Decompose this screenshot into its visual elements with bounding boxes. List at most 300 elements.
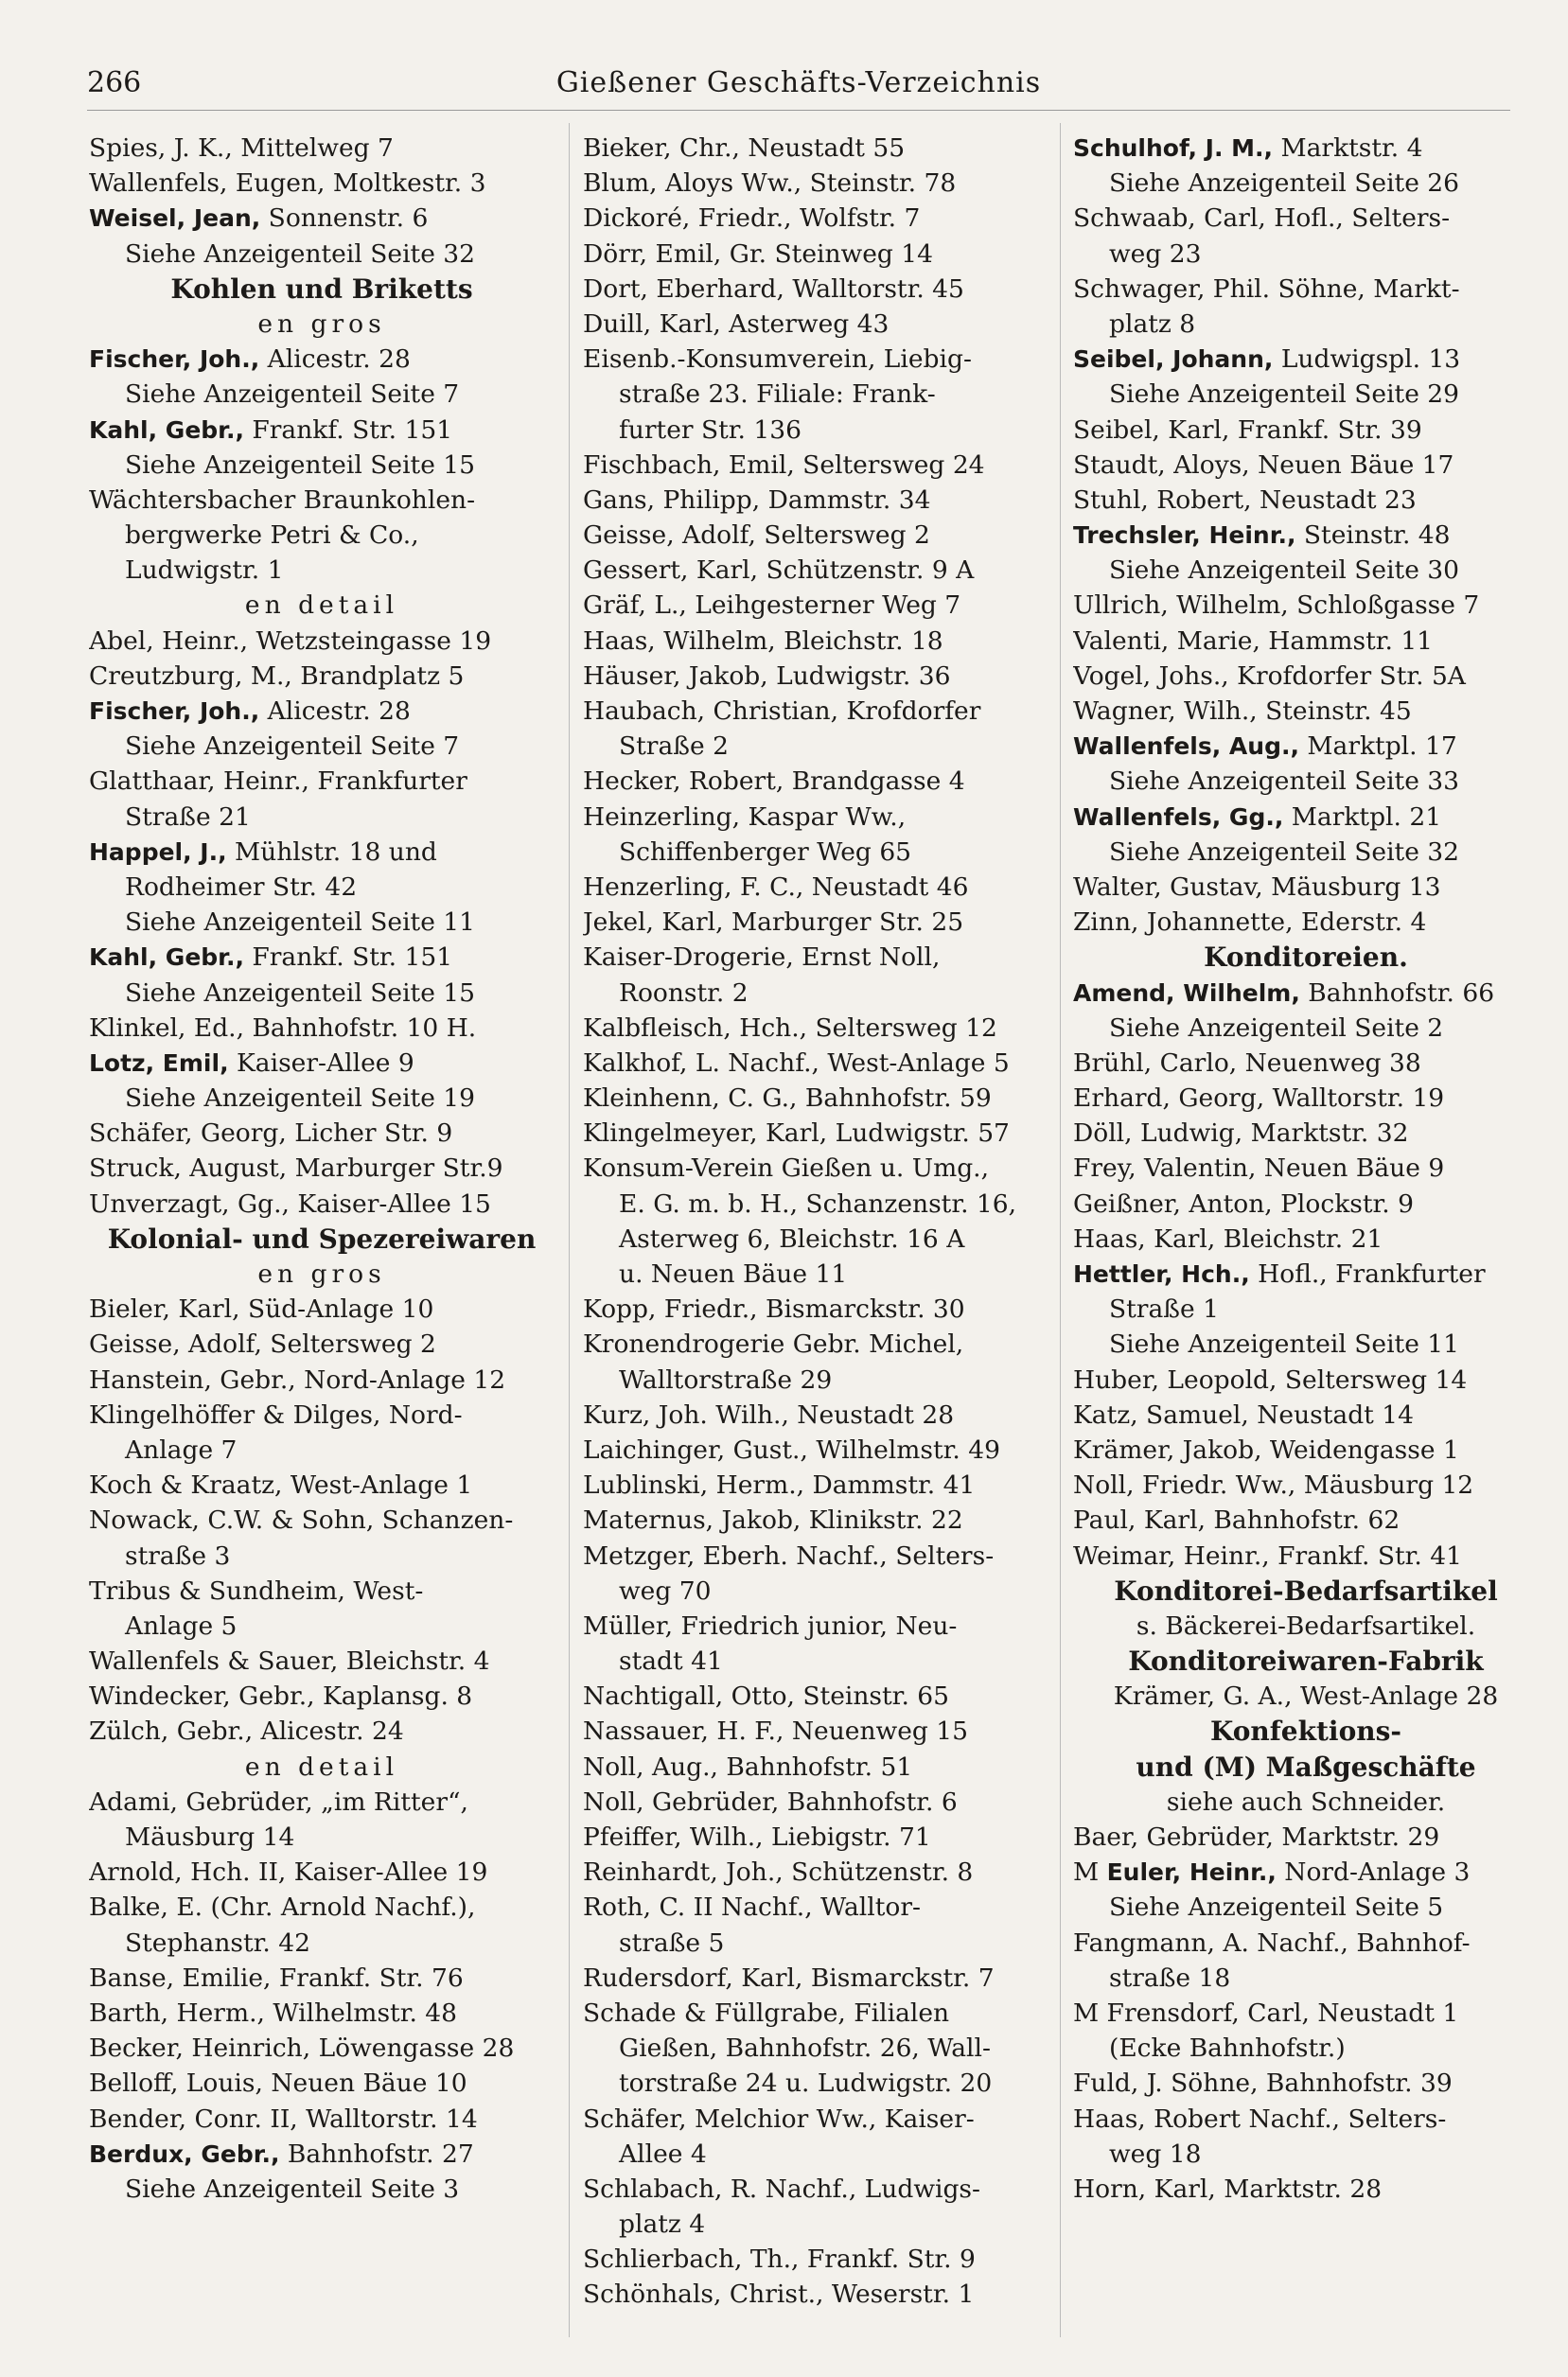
entry-line <box>1073 1292 1539 1327</box>
entry-line <box>1073 413 1539 448</box>
entry-marker: M <box>1073 1858 1107 1888</box>
entry-text: Staudt, Aloys, Neuen Bäue 17 <box>1073 449 1454 480</box>
directory-entry <box>583 1855 1048 1890</box>
entry-line <box>583 624 1048 659</box>
directory-entry <box>1073 1151 1539 1186</box>
entry-text: Dickoré, Friedr., Wolfstr. 7 <box>583 203 921 234</box>
directory-entry <box>1073 1996 1539 2066</box>
entry-text: Ullrich, Wilhelm, Schloßgasse 7 <box>1073 590 1480 621</box>
directory-entry <box>583 1609 1048 1679</box>
entry-text: Unverzagt, Gg., Kaiser-Allee 15 <box>89 1188 491 1219</box>
entry-text: Vogel, Johs., Krofdorfer Str. 5A <box>1073 660 1466 691</box>
entry-line <box>89 1679 555 1714</box>
cross-reference: s. Bäckerei-Bedarfsartikel. <box>1136 1611 1476 1641</box>
entry-line <box>89 1433 555 1468</box>
directory-entry <box>1073 1046 1539 1081</box>
entry-line <box>89 2066 555 2101</box>
directory-entry <box>89 2031 555 2066</box>
subsection-label: en gros <box>257 308 386 339</box>
entry-text: Schönhals, Christ., Weserstr. 1 <box>583 2280 975 2310</box>
directory-entry <box>89 1961 555 1996</box>
entry-text: Steinstr. 48 <box>1295 520 1451 551</box>
entry-line <box>583 1187 1048 1222</box>
entry-text: Wallenfels, Eugen, Moltkestr. 3 <box>89 168 486 199</box>
column-right <box>1073 131 1539 2207</box>
entry-text: Kleinhenn, C. G., Bahnhofstr. 59 <box>583 1083 992 1114</box>
entry-line <box>89 1503 555 1538</box>
entry-line <box>583 588 1048 623</box>
entry-text: straße 18 <box>1109 1963 1231 1993</box>
entry-text: Roonstr. 2 <box>619 977 749 1008</box>
directory-entry <box>583 1081 1048 1116</box>
entry-text: Bahnhofstr. 66 <box>1299 977 1495 1008</box>
entry-text: Windecker, Gebr., Kaplansg. 8 <box>89 1682 473 1712</box>
directory-entry <box>583 166 1048 201</box>
entry-line <box>1073 201 1539 236</box>
entry-text: Frankf. Str. 151 <box>243 414 453 445</box>
entry-line <box>1073 1539 1539 1574</box>
entry-name: Trechsler, Heinr., <box>1073 521 1296 550</box>
ad-reference: Siehe Anzeigenteil Seite 5 <box>1109 1893 1444 1923</box>
entry-line <box>583 1714 1048 1749</box>
directory-entry <box>1073 1081 1539 1116</box>
entry-line <box>89 1046 555 1081</box>
entry-line <box>583 272 1048 307</box>
entry-text: Schwaab, Carl, Hofl., Selters- <box>1073 203 1451 234</box>
entry-line <box>583 2172 1048 2207</box>
directory-entry <box>1073 976 1539 1011</box>
directory-entry <box>583 588 1048 623</box>
entry-name: Kahl, Gebr., <box>89 415 244 444</box>
directory-entry <box>583 483 1048 518</box>
directory-entry <box>583 1785 1048 1820</box>
entry-text: Konsum-Verein Gießen u. Umg., <box>583 1153 990 1184</box>
entry-text: Wallenfels & Sauer, Bleichstr. 4 <box>89 1646 490 1677</box>
directory-entry <box>583 694 1048 764</box>
directory-entry <box>583 940 1048 1010</box>
entry-line <box>1073 1081 1539 1116</box>
entry-line <box>89 870 555 905</box>
column-middle <box>583 131 1048 2313</box>
entry-text: Geisse, Adolf, Seltersweg 2 <box>583 520 930 551</box>
entry-text: Huber, Leopold, Seltersweg 14 <box>1073 1365 1468 1395</box>
ad-reference: Siehe Anzeigenteil Seite 32 <box>125 238 476 269</box>
entry-text: Barth, Herm., Wilhelmstr. 48 <box>89 1998 458 2028</box>
entry-text: Jekel, Karl, Marburger Str. 25 <box>583 907 964 938</box>
entry-text: Wagner, Wilh., Steinstr. 45 <box>1073 696 1412 726</box>
directory-entry <box>583 1433 1048 1468</box>
directory-entry <box>89 1011 555 1046</box>
directory-entry <box>583 870 1048 905</box>
directory-entry <box>89 624 555 659</box>
entry-line <box>1073 800 1539 835</box>
entry-line <box>1073 976 1539 1011</box>
ad-reference: Siehe Anzeigenteil Seite 2 <box>1109 1012 1444 1043</box>
entry-line <box>583 518 1048 553</box>
entry-text: Haas, Karl, Bleichstr. 21 <box>1073 1224 1383 1254</box>
directory-entry <box>89 1574 555 1644</box>
entry-text: M Frensdorf, Carl, Neustadt 1 <box>1073 1998 1459 2028</box>
entry-line <box>1073 1222 1539 1257</box>
entry-line <box>583 764 1048 799</box>
entry-line <box>1073 518 1539 553</box>
directory-entry <box>583 1327 1048 1397</box>
directory-entry <box>1073 1820 1539 1855</box>
entry-line <box>583 1574 1048 1609</box>
ad-reference: Siehe Anzeigenteil Seite 29 <box>1109 379 1460 410</box>
entry-text: Klingelmeyer, Karl, Ludwigstr. 57 <box>583 1118 1010 1149</box>
entry-text: Frankf. Str. 151 <box>243 942 453 973</box>
directory-entry <box>1073 1363 1539 1398</box>
entry-line <box>583 659 1048 694</box>
entry-line <box>89 1714 555 1749</box>
entry-text: platz 4 <box>619 2210 706 2240</box>
entry-text: Krämer, Jakob, Weidengasse 1 <box>1073 1435 1459 1465</box>
entry-line <box>89 940 555 975</box>
section-heading: Konfektions- <box>1209 1716 1401 1748</box>
entry-line <box>1073 1046 1539 1081</box>
directory-entry <box>89 2102 555 2137</box>
directory-entry <box>583 1996 1048 2102</box>
entry-text: Seibel, Karl, Frankf. Str. 39 <box>1073 414 1422 445</box>
entry-text: Tribus & Sundheim, West- <box>89 1576 424 1606</box>
directory-entry <box>89 1890 555 1960</box>
directory-entry <box>583 1503 1048 1538</box>
entry-line <box>1073 448 1539 483</box>
entry-line <box>583 2277 1048 2312</box>
entry-text: Pfeiffer, Wilh., Liebigstr. 71 <box>583 1822 931 1852</box>
directory-entry <box>1073 1855 1539 1890</box>
cross-reference: Krämer, G. A., West-Anlage 28 <box>1113 1682 1499 1712</box>
subsection-label: en detail <box>244 590 399 621</box>
entry-text: Rodheimer Str. 42 <box>125 872 358 902</box>
entry-line <box>89 2137 555 2172</box>
entry-text: Adami, Gebrüder, „im Ritter“, <box>89 1787 468 1817</box>
entry-text: Nassauer, H. F., Neuenweg 15 <box>583 1717 968 1747</box>
entry-text: Noll, Gebrüder, Bahnhofstr. 6 <box>583 1787 958 1817</box>
entry-text: Duill, Karl, Asterweg 43 <box>583 308 890 339</box>
entry-line <box>89 166 555 201</box>
entry-text: Schade & Füllgrabe, Filialen <box>583 1998 950 2028</box>
subsection-label: en gros <box>257 1259 386 1289</box>
entry-line <box>89 1996 555 2031</box>
entry-text: Paul, Karl, Bahnhofstr. 62 <box>1073 1505 1401 1536</box>
directory-entry <box>583 448 1048 483</box>
entry-line <box>1073 1855 1539 1890</box>
directory-entry <box>1073 694 1539 729</box>
entry-text: Kalkhof, L. Nachf., West-Anlage 5 <box>583 1048 1010 1078</box>
entry-line <box>89 1609 555 1644</box>
entry-name: Wallenfels, Aug., <box>1073 732 1299 761</box>
entry-text: Fuld, J. Söhne, Bahnhofstr. 39 <box>1073 2069 1453 2099</box>
entry-line <box>89 1292 555 1327</box>
entry-text: Nord-Anlage 3 <box>1276 1858 1471 1888</box>
entry-line <box>583 1081 1048 1116</box>
directory-entry <box>583 1820 1048 1855</box>
entry-line <box>583 1750 1048 1785</box>
entry-text: Straße 21 <box>125 801 251 832</box>
entry-line <box>89 1327 555 1362</box>
entry-text: Noll, Aug., Bahnhofstr. 51 <box>583 1752 913 1782</box>
entry-line <box>583 483 1048 518</box>
ad-reference: Siehe Anzeigenteil Seite 26 <box>1109 168 1460 199</box>
entry-text: Straße 1 <box>1109 1294 1219 1325</box>
directory-entry <box>89 1327 555 1362</box>
directory-entry <box>1073 1398 1539 1433</box>
entry-text: Häuser, Jakob, Ludwigstr. 36 <box>583 660 951 691</box>
entry-line <box>1073 694 1539 729</box>
directory-entry <box>89 201 555 236</box>
entry-text: platz 8 <box>1109 308 1196 339</box>
entry-text: Noll, Friedr. Ww., Mäusburg 12 <box>1073 1470 1474 1501</box>
entry-line <box>89 624 555 659</box>
entry-text: weg 70 <box>619 1576 712 1606</box>
entry-line <box>1073 905 1539 940</box>
entry-line <box>1073 1433 1539 1468</box>
entry-line <box>583 1503 1048 1538</box>
entry-text: Marktstr. 4 <box>1273 133 1423 163</box>
entry-name: Fischer, Joh., <box>89 345 260 374</box>
entry-line <box>1073 1363 1539 1398</box>
entry-text: Döll, Ludwig, Marktstr. 32 <box>1073 1118 1409 1149</box>
directory-entry <box>583 518 1048 553</box>
entry-line <box>89 413 555 448</box>
directory-entry <box>1073 1503 1539 1538</box>
page-number: 266 <box>87 66 142 99</box>
entry-line <box>583 940 1048 975</box>
directory-entry <box>583 905 1048 940</box>
directory-entry <box>1073 624 1539 659</box>
entry-line <box>1073 272 1539 307</box>
entry-text: Asterweg 6, Bleichstr. 16 A <box>619 1224 965 1254</box>
entry-text: Brühl, Carlo, Neuenweg 38 <box>1073 1048 1421 1078</box>
entry-text: Reinhardt, Joh., Schützenstr. 8 <box>583 1858 974 1888</box>
entry-line <box>1073 624 1539 659</box>
directory-entry <box>89 131 555 166</box>
entry-line <box>583 377 1048 412</box>
directory-entry <box>583 1292 1048 1327</box>
entry-line <box>583 1327 1048 1362</box>
entry-line <box>583 131 1048 166</box>
directory-entry <box>89 1046 555 1081</box>
directory-entry <box>1073 1187 1539 1222</box>
entry-line <box>89 1363 555 1398</box>
directory-entry <box>583 1116 1048 1151</box>
entry-line <box>583 800 1048 835</box>
directory-entry <box>89 166 555 201</box>
entry-text: Dörr, Emil, Gr. Steinweg 14 <box>583 238 934 269</box>
entry-text: Sonnenstr. 6 <box>260 203 429 234</box>
entry-line <box>89 1187 555 1222</box>
directory-entry <box>89 1151 555 1186</box>
entry-text: Roth, C. II Nachf., Walltor- <box>583 1893 921 1923</box>
entry-line <box>583 2066 1048 2101</box>
directory-entry <box>1073 342 1539 377</box>
entry-text: Gessert, Karl, Schützenstr. 9 A <box>583 555 975 586</box>
entry-line <box>583 905 1048 940</box>
directory-entry <box>583 1679 1048 1714</box>
directory-entry <box>583 2277 1048 2312</box>
entry-line <box>583 729 1048 764</box>
entry-text: Mäusburg 14 <box>125 1822 295 1852</box>
entry-text: Anlage 5 <box>125 1611 238 1641</box>
directory-entry <box>1073 1433 1539 1468</box>
entry-line <box>1073 1926 1539 1961</box>
entry-line <box>583 237 1048 272</box>
entry-text: Marktpl. 17 <box>1298 731 1457 762</box>
entry-line <box>1073 1151 1539 1186</box>
directory-entry <box>89 413 555 448</box>
ad-reference: Siehe Anzeigenteil Seite 15 <box>125 449 476 480</box>
directory-entry <box>89 483 555 589</box>
directory-entry <box>1073 201 1539 271</box>
directory-entry <box>583 1468 1048 1503</box>
entry-name: Amend, Wilhelm, <box>1073 978 1300 1007</box>
entry-text: Geißner, Anton, Plockstr. 9 <box>1073 1188 1414 1219</box>
entry-text: Hecker, Robert, Brandgasse 4 <box>583 766 965 797</box>
entry-line <box>583 342 1048 377</box>
entry-line <box>583 1855 1048 1890</box>
entry-text: Fischbach, Emil, Seltersweg 24 <box>583 449 985 480</box>
entry-text: Geisse, Adolf, Seltersweg 2 <box>89 1329 436 1360</box>
entry-text: Kaiser-Allee 9 <box>228 1048 414 1078</box>
entry-text: Baer, Gebrüder, Marktstr. 29 <box>1073 1822 1440 1852</box>
entry-text: Blum, Aloys Ww., Steinstr. 78 <box>583 168 957 199</box>
entry-line <box>583 1539 1048 1574</box>
entry-text: Straße 2 <box>619 731 729 762</box>
entry-name: Berdux, Gebr., <box>89 2139 280 2168</box>
entry-text: Klinkel, Ed., Bahnhofstr. 10 H. <box>89 1012 477 1043</box>
entry-line <box>583 1468 1048 1503</box>
directory-entry <box>89 1468 555 1503</box>
entry-text: furter Str. 136 <box>619 414 802 445</box>
entry-line <box>89 694 555 729</box>
entry-text: Glatthaar, Heinr., Frankfurter <box>89 766 467 797</box>
entry-text: Kopp, Friedr., Bismarckstr. 30 <box>583 1294 965 1325</box>
entry-text: straße 5 <box>619 1928 725 1958</box>
directory-entry <box>1073 1222 1539 1257</box>
entry-text: Gießen, Bahnhofstr. 26, Wall- <box>619 2034 991 2064</box>
entry-text: Alicestr. 28 <box>259 344 411 375</box>
directory-entry <box>583 1961 1048 1996</box>
entry-name: Kahl, Gebr., <box>89 943 244 972</box>
directory-entry <box>1073 483 1539 518</box>
directory-entry <box>1073 413 1539 448</box>
entry-text: Marktpl. 21 <box>1283 801 1442 832</box>
entry-text: Arnold, Hch. II, Kaiser-Allee 19 <box>89 1858 488 1888</box>
entry-text: Gans, Philipp, Dammstr. 34 <box>583 484 931 515</box>
entry-line <box>1073 2137 1539 2172</box>
entry-text: Wächtersbacher Braunkohlen- <box>89 484 476 515</box>
entry-line <box>89 553 555 588</box>
entry-text: Eisenb.-Konsumverein, Liebig- <box>583 344 972 375</box>
directory-entry <box>1073 800 1539 835</box>
directory-entry <box>89 835 555 905</box>
entry-line <box>1073 1820 1539 1855</box>
ad-reference: Siehe Anzeigenteil Seite 3 <box>125 2174 460 2204</box>
directory-entry <box>89 1996 555 2031</box>
entry-text: Stephanstr. 42 <box>125 1928 310 1958</box>
entry-line <box>89 1151 555 1186</box>
entry-line <box>583 1961 1048 1996</box>
ad-reference: Siehe Anzeigenteil Seite 11 <box>125 907 476 938</box>
directory-entry <box>1073 659 1539 694</box>
entry-text: E. G. m. b. H., Schanzenstr. 16, <box>619 1188 1017 1219</box>
entry-text: Creutzburg, M., Brandplatz 5 <box>89 660 465 691</box>
entry-line <box>89 1890 555 1925</box>
directory-entry <box>583 764 1048 799</box>
directory-entry <box>89 2137 555 2172</box>
entry-name: Euler, Heinr., <box>1106 1858 1277 1887</box>
entry-line <box>583 1292 1048 1327</box>
entry-line <box>583 2242 1048 2277</box>
directory-entry <box>1073 518 1539 553</box>
entry-line <box>583 2137 1048 2172</box>
entry-line <box>89 1574 555 1609</box>
entry-line <box>583 1926 1048 1961</box>
entry-line <box>583 1644 1048 1679</box>
entry-line <box>583 1046 1048 1081</box>
entry-line <box>583 1679 1048 1714</box>
directory-entry <box>89 1503 555 1573</box>
directory-entry <box>583 553 1048 588</box>
entry-line <box>89 1926 555 1961</box>
ad-reference: Siehe Anzeigenteil Seite 7 <box>125 379 460 410</box>
section-heading: Konditoreiwaren-Fabrik <box>1128 1646 1484 1678</box>
entry-line <box>583 1433 1048 1468</box>
directory-entry <box>1073 272 1539 342</box>
column-divider <box>1060 123 1061 2337</box>
directory-entry <box>89 2066 555 2101</box>
entry-line <box>1073 2066 1539 2101</box>
directory-entry <box>89 342 555 377</box>
entry-text: Schäfer, Melchior Ww., Kaiser- <box>583 2104 975 2134</box>
entry-line <box>583 2102 1048 2137</box>
entry-text: Erhard, Georg, Walltorstr. 19 <box>1073 1083 1445 1114</box>
entry-text: Dort, Eberhard, Walltorstr. 45 <box>583 273 964 304</box>
entry-text: Haas, Robert Nachf., Selters- <box>1073 2104 1447 2134</box>
entry-text: Valenti, Marie, Hammstr. 11 <box>1073 625 1434 656</box>
entry-line <box>583 1011 1048 1046</box>
directory-entry <box>1073 588 1539 623</box>
entry-line <box>89 1820 555 1855</box>
cross-reference: siehe auch Schneider. <box>1166 1787 1446 1817</box>
directory-entry <box>583 1046 1048 1081</box>
entry-text: Anlage 7 <box>125 1435 238 1465</box>
entry-text: Zinn, Johannette, Ederstr. 4 <box>1073 907 1427 938</box>
entry-text: Metzger, Eberh. Nachf., Selters- <box>583 1541 995 1571</box>
entry-line <box>1073 659 1539 694</box>
directory-entry <box>1073 131 1539 166</box>
directory-entry <box>89 764 555 834</box>
entry-text: Haubach, Christian, Krofdorfer <box>583 696 981 726</box>
directory-entry <box>1073 1539 1539 1574</box>
entry-line <box>1073 1468 1539 1503</box>
entry-name: Seibel, Johann, <box>1073 345 1274 374</box>
entry-text: Bieler, Karl, Süd-Anlage 10 <box>89 1294 434 1325</box>
entry-line <box>1073 729 1539 764</box>
entry-line <box>1073 342 1539 377</box>
entry-text: Rudersdorf, Karl, Bismarckstr. 7 <box>583 1963 995 1993</box>
entry-line <box>1073 2172 1539 2207</box>
entry-line <box>89 1785 555 1820</box>
entry-text: Kronendrogerie Gebr. Michel, <box>583 1329 964 1360</box>
column-divider <box>569 123 570 2337</box>
entry-text: weg 18 <box>1109 2139 1202 2169</box>
entry-text: Struck, August, Marburger Str.9 <box>89 1153 503 1184</box>
ad-reference: Siehe Anzeigenteil Seite 11 <box>1109 1329 1460 1360</box>
directory-entry <box>583 131 1048 166</box>
